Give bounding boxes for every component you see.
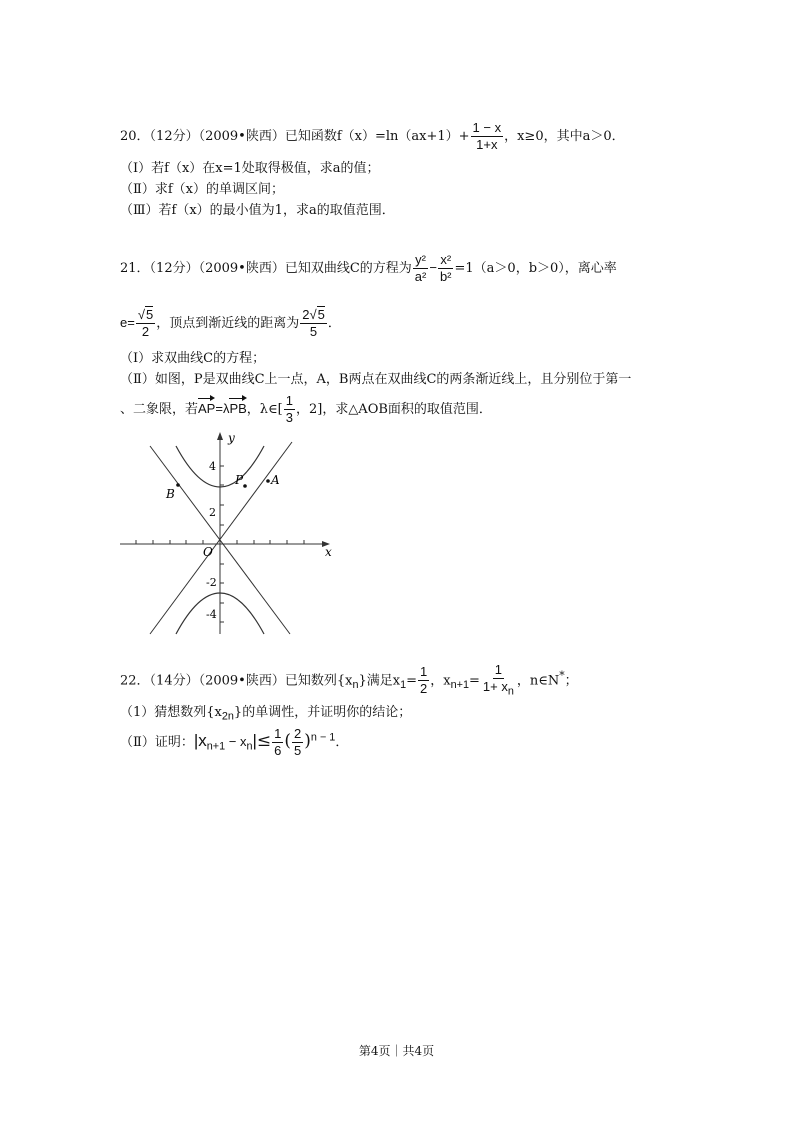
q22-f2-den-sub: n	[507, 685, 514, 698]
q22-p2-end: ．	[335, 735, 349, 750]
y-axis-label: y	[228, 431, 235, 445]
point-p	[243, 484, 247, 488]
q22-p1-sub: 2n	[221, 710, 234, 723]
q22-mid2: ，x	[430, 673, 451, 689]
q22-abs-sub2: n	[246, 740, 253, 753]
q21-d-den: 5	[309, 324, 318, 339]
q22-exponent: n − 1	[310, 731, 336, 744]
q22-p2-f2-num: 2	[294, 726, 302, 741]
q21-line2-end: ．	[327, 316, 341, 331]
vector-pb: PB	[229, 396, 246, 418]
q21-statement	[120, 252, 617, 285]
q22-eq1: =	[406, 673, 418, 689]
q22-part-2	[120, 726, 348, 759]
q22-f1-den: 2	[420, 681, 428, 697]
q22-abs-minus: − x	[225, 734, 247, 749]
q21-lambda-num: 1	[285, 393, 293, 408]
q21-frac-y-den: a²	[414, 269, 427, 284]
q22-abs-sub1: n+1	[206, 740, 226, 753]
q22-le: ≤	[256, 731, 272, 751]
q21-distance-fraction	[300, 307, 327, 340]
sqrt-icon: √	[137, 307, 145, 322]
q22-paren-open: (	[284, 731, 292, 751]
q21-frac-y	[413, 252, 429, 285]
q21-e-fraction	[136, 307, 155, 340]
q21-frac-x-den: b²	[439, 269, 452, 284]
q21-e-den: 2	[141, 324, 150, 339]
x-axis-label: x	[325, 545, 332, 559]
q21-frac-x	[438, 252, 454, 285]
q22-frac-sixth	[272, 726, 283, 759]
q22-p2-f1-num: 1	[274, 726, 282, 741]
q21-lambda-fraction	[284, 393, 295, 426]
tick-label-2: 2	[209, 506, 216, 519]
q22-frac-two-fifths	[292, 726, 303, 759]
q22-frac-recurrence	[481, 662, 516, 700]
hyperbola-graph	[118, 428, 338, 640]
q22-f2-num: 1	[494, 662, 502, 677]
q20-frac-num: 1 − x	[472, 120, 502, 135]
origin-label: O	[203, 545, 213, 559]
q20-head: 20．（12分）（2009•陕西）已知函数f（x）=ln（ax+1）+	[120, 129, 470, 144]
q22-frac-half	[418, 664, 429, 697]
q21-minus: −	[429, 260, 437, 275]
q22-f2-den: 1+ x	[482, 679, 508, 694]
q21-tail: =1（a＞0，b＞0），离心率	[454, 261, 617, 276]
q22-f1-num: 1	[420, 664, 428, 680]
q22-part-1	[120, 704, 411, 726]
q22-abs-right: |	[252, 731, 257, 750]
q22-head: 22．（14分）（2009•陕西）已知数列{x	[120, 673, 353, 689]
q21-part-1: （Ⅰ）求双曲线C的方程；	[120, 351, 266, 366]
q20-part-1: （Ⅰ）若f（x）在x=1处取得极值，求a的值；	[120, 161, 380, 176]
q21-distance-text: ，顶点到渐近线的距离为	[156, 316, 300, 331]
q21-head: 21．（12分）（2009•陕西）已知双曲线C的方程为	[120, 261, 412, 276]
q20-statement	[120, 120, 625, 153]
q20-part-3: （Ⅲ）若f（x）的最小值为1，求a的取值范围．	[120, 203, 395, 218]
q21-lambda-in: ，λ∈[	[246, 402, 283, 417]
q22-end: ；	[564, 673, 578, 689]
q20-tail: ，x≥0，其中a＞0．	[504, 129, 625, 144]
q21-eccentricity-line	[120, 307, 341, 340]
vector-ap: AP	[198, 396, 215, 418]
q21-d-coef: 2	[302, 307, 310, 322]
q22-eq2: =	[468, 673, 480, 689]
y-axis-arrow-icon	[217, 432, 223, 440]
q22-statement	[120, 662, 578, 700]
q21-p2-head: 、二象限，若	[120, 402, 199, 417]
q21-frac-y-num: y²	[415, 252, 426, 267]
q21-range-end: ，2]	[295, 402, 323, 417]
q21-p2-tail: ，求△AOB面积的取值范围．	[322, 402, 492, 417]
label-a: A	[271, 473, 280, 487]
q21-frac-x-num: x²	[440, 252, 452, 267]
q22-p1-head: （1）猜想数列{x	[120, 705, 222, 720]
q21-part-2-line2	[120, 393, 492, 426]
q22-p2-f1-den: 6	[274, 743, 282, 758]
q22-abs-left: |x	[193, 731, 207, 750]
q22-sup-star: *	[559, 668, 565, 682]
sqrt-icon: √	[309, 307, 317, 322]
asymptote-2	[150, 442, 292, 634]
q22-sub-n1: n+1	[450, 678, 469, 691]
q20-fraction	[471, 120, 504, 153]
label-b: B	[166, 487, 175, 501]
tick-label-4: 4	[209, 460, 216, 473]
q22-paren-close: )	[304, 731, 311, 751]
q22-p2-head: （Ⅱ）证明：	[120, 735, 194, 750]
q21-eq-lambda: =λ	[215, 401, 230, 416]
point-a	[266, 479, 270, 483]
label-p: P	[235, 473, 244, 487]
q22-tail: ，n∈N	[516, 673, 560, 689]
q22-sub-1: 1	[400, 678, 407, 691]
q21-part-2-line1: （Ⅱ）如图，P是双曲线C上一点，A，B两点在双曲线C的两条渐近线上，且分别位于第一	[120, 372, 632, 387]
q22-p2-f2-den: 5	[294, 743, 302, 758]
page-footer: 第4页｜共4页	[358, 1044, 435, 1058]
point-b	[176, 483, 180, 487]
q21-d-sqrt: 5	[317, 307, 325, 322]
q22-mid1: }满足x	[358, 673, 401, 689]
tick-label-neg4: -4	[206, 608, 217, 621]
q22-p1-tail: }的单调性，并证明你的结论；	[233, 705, 412, 720]
q22-sub-n: n	[352, 678, 359, 691]
q20-frac-den: 1+x	[476, 137, 498, 152]
q21-lambda-den: 3	[285, 410, 293, 425]
q21-e-label: e=	[120, 315, 135, 330]
tick-label-neg2: -2	[206, 576, 217, 589]
q21-e-num: 5	[145, 307, 154, 322]
q20-part-2: （Ⅱ）求f（x）的单调区间；	[120, 182, 284, 197]
